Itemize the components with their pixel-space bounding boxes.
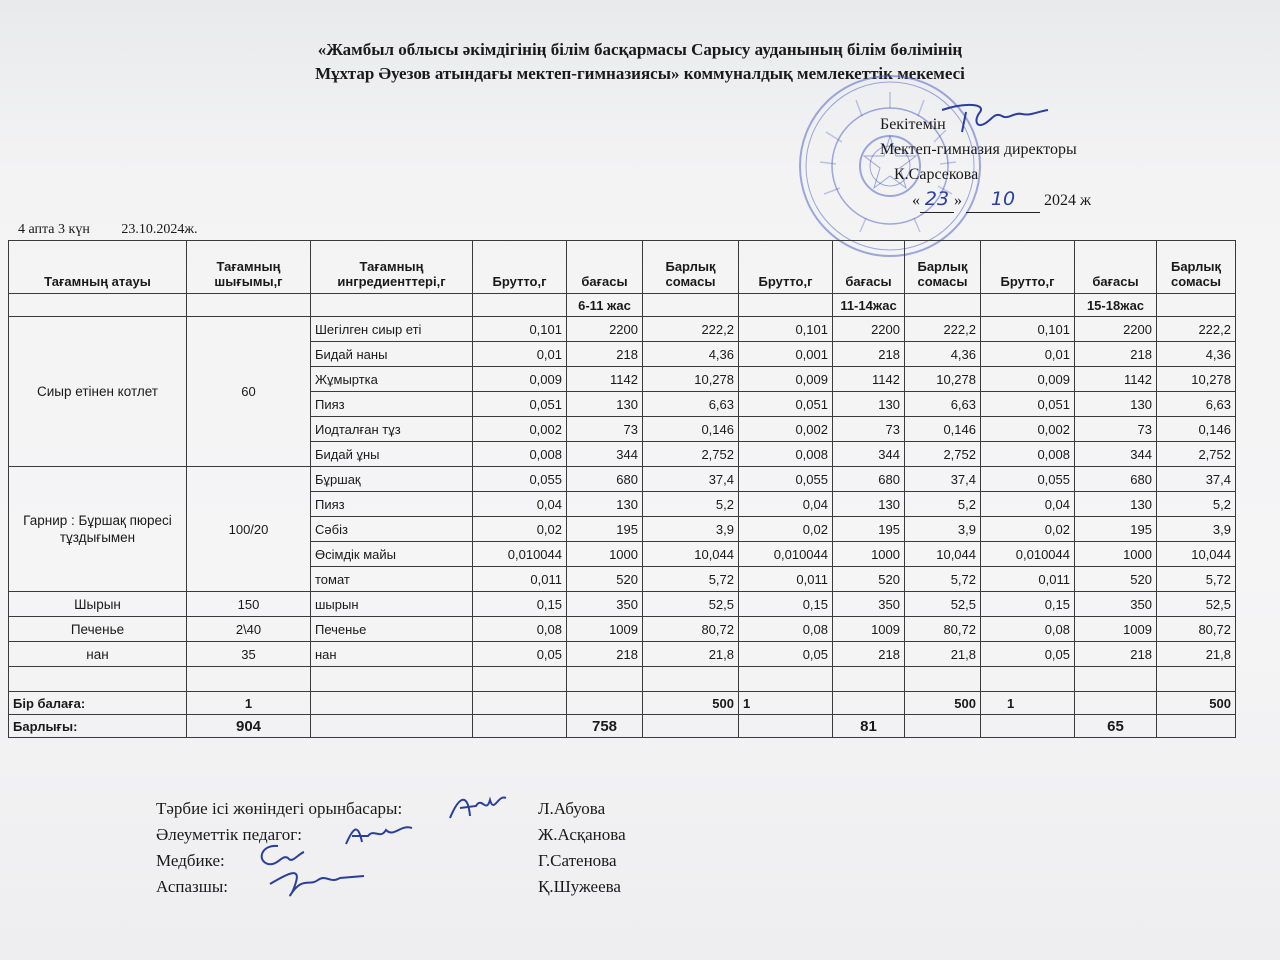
table-row: [9, 642, 1236, 667]
ingredient-name: Бидай ұны: [311, 442, 473, 467]
ingredient-value: 222,2: [905, 317, 981, 342]
ingredient-value: 0,010044: [739, 542, 833, 567]
age-group-row: [9, 294, 1236, 317]
signature-name: Қ.Шужеева: [538, 877, 621, 896]
ingredient-value: 0,008: [473, 442, 567, 467]
per-child-brutto-15-18: 1: [981, 692, 1075, 715]
ingredient-value: 130: [833, 392, 905, 417]
title-line-1: «Жамбыл облысы әкімдігінің білім басқармасы Сарысу ауданының білім бөлімінің: [317, 40, 963, 59]
signature-role: Тәрбие ісі жөніндегі орынбасары:: [156, 799, 403, 818]
col-price-3: бағасы: [1075, 241, 1157, 294]
ingredient-name: Бұршақ: [311, 467, 473, 492]
ingredient-name: нан: [311, 642, 473, 667]
ingredient-value: 6,63: [1157, 392, 1236, 417]
ingredient-value: 0,101: [981, 317, 1075, 342]
ingredient-value: 0,055: [473, 467, 567, 492]
ingredient-value: 1000: [833, 542, 905, 567]
ingredient-value: 0,08: [981, 617, 1075, 642]
total-sum-11-14: 81: [833, 715, 905, 738]
ingredient-value: 0,002: [981, 417, 1075, 442]
ingredient-value: 52,5: [1157, 592, 1236, 617]
ingredient-value: 10,044: [905, 542, 981, 567]
day-info: [18, 222, 226, 238]
ingredient-value: 0,051: [739, 392, 833, 417]
ingredient-value: 52,5: [643, 592, 739, 617]
ingredient-value: 218: [1075, 642, 1157, 667]
signature-row: [156, 874, 621, 900]
ingredient-value: 1000: [1075, 542, 1157, 567]
ingredient-value: 0,15: [473, 592, 567, 617]
ingredient-name: Шегілген сиыр еті: [311, 317, 473, 342]
ingredient-value: 10,044: [1157, 542, 1236, 567]
ingredient-value: 0,051: [473, 392, 567, 417]
week-day: 4 апта 3 күн: [18, 222, 90, 237]
col-brutto-3: Брутто,г: [981, 241, 1075, 294]
col-ingredients: Тағамның ингредиенттері,г: [311, 241, 473, 294]
ingredient-value: 0,04: [981, 492, 1075, 517]
ingredient-value: 21,8: [905, 642, 981, 667]
document-title: [0, 38, 1280, 86]
ingredient-value: 0,04: [739, 492, 833, 517]
col-dish-name: Тағамның атауы: [9, 241, 187, 294]
per-child-sum-11-14: 500: [905, 692, 981, 715]
ingredient-value: 5,2: [643, 492, 739, 517]
col-price-2: бағасы: [833, 241, 905, 294]
total-yield: 904: [187, 715, 311, 738]
col-yield: Тағамның шығымы,г: [187, 241, 311, 294]
per-child-yield: 1: [187, 692, 311, 715]
dish-yield: 60: [187, 317, 311, 467]
ingredient-value: 130: [1075, 492, 1157, 517]
signature-scrawl: [342, 818, 422, 852]
ingredient-value: 344: [567, 442, 643, 467]
ingredient-value: 218: [567, 642, 643, 667]
ingredient-value: 37,4: [1157, 467, 1236, 492]
ingredient-value: 10,278: [905, 367, 981, 392]
col-brutto-2: Брутто,г: [739, 241, 833, 294]
dish-yield: 150: [187, 592, 311, 617]
ingredient-value: 0,02: [473, 517, 567, 542]
ingredient-value: 4,36: [1157, 342, 1236, 367]
ingredient-value: 130: [1075, 392, 1157, 417]
ingredient-value: 0,009: [981, 367, 1075, 392]
date-open-quote: «: [912, 192, 920, 209]
ingredient-value: 80,72: [643, 617, 739, 642]
table-row: [9, 617, 1236, 642]
signature-name: Л.Абуова: [538, 799, 606, 818]
ingredient-value: 1009: [833, 617, 905, 642]
ingredient-value: 0,011: [473, 567, 567, 592]
per-child-row: [9, 692, 1236, 715]
age-group-15-18: 15-18жас: [1075, 294, 1157, 317]
ingredient-value: 0,051: [981, 392, 1075, 417]
ingredient-value: 0,008: [739, 442, 833, 467]
ingredient-value: 0,05: [981, 642, 1075, 667]
ingredient-name: Өсімдік майы: [311, 542, 473, 567]
ingredient-value: 80,72: [1157, 617, 1236, 642]
ingredient-value: 10,278: [1157, 367, 1236, 392]
ingredient-value: 0,02: [739, 517, 833, 542]
ingredient-value: 350: [1075, 592, 1157, 617]
ingredient-value: 73: [833, 417, 905, 442]
date-close-quote: »: [954, 192, 962, 209]
total-sum-15-18: 65: [1075, 715, 1157, 738]
signature-scrawl: [446, 790, 516, 824]
ingredient-value: 350: [567, 592, 643, 617]
ingredient-name: томат: [311, 567, 473, 592]
ingredient-value: 3,9: [905, 517, 981, 542]
ingredient-value: 52,5: [905, 592, 981, 617]
ingredient-value: 130: [833, 492, 905, 517]
ingredient-value: 0,01: [981, 342, 1075, 367]
age-group-11-14: 11-14жас: [833, 294, 905, 317]
ingredient-value: 6,63: [643, 392, 739, 417]
ingredient-name: Пияз: [311, 392, 473, 417]
ingredient-value: 37,4: [643, 467, 739, 492]
dish-name: Сиыр етінен котлет: [9, 317, 187, 467]
ingredient-value: 0,01: [473, 342, 567, 367]
dish-yield: 2\40: [187, 617, 311, 642]
approval-label: Бекітемін: [880, 116, 946, 133]
table-row: [9, 467, 1236, 492]
ingredient-value: 10,044: [643, 542, 739, 567]
dish-yield: 100/20: [187, 467, 311, 592]
ingredient-value: 0,009: [473, 367, 567, 392]
ingredient-value: 2,752: [643, 442, 739, 467]
ingredient-value: 0,08: [473, 617, 567, 642]
ingredient-value: 73: [1075, 417, 1157, 442]
ingredient-value: 130: [567, 492, 643, 517]
ingredient-value: 0,055: [981, 467, 1075, 492]
ingredient-value: 0,05: [739, 642, 833, 667]
per-child-label: Бір балаға:: [9, 692, 187, 715]
dish-name: Шырын: [9, 592, 187, 617]
ingredient-name: Жұмыртка: [311, 367, 473, 392]
col-sum-1: Барлық сомасы: [643, 241, 739, 294]
table-row: [9, 592, 1236, 617]
per-child-sum-6-11: 500: [643, 692, 739, 715]
ingredient-value: 2200: [1075, 317, 1157, 342]
approval-day: 23: [920, 187, 954, 213]
ingredient-value: 520: [833, 567, 905, 592]
director-position: Мектеп-гимназия директоры: [880, 141, 1077, 158]
ingredient-value: 0,08: [739, 617, 833, 642]
table-row: [9, 317, 1236, 342]
ingredient-value: 0,146: [643, 417, 739, 442]
ingredient-value: 5,2: [905, 492, 981, 517]
ingredient-value: 1009: [1075, 617, 1157, 642]
ingredient-value: 680: [1075, 467, 1157, 492]
ingredient-name: Бидай наны: [311, 342, 473, 367]
col-brutto-1: Брутто,г: [473, 241, 567, 294]
header-row: [9, 241, 1236, 294]
ingredient-value: 130: [567, 392, 643, 417]
ingredient-value: 73: [567, 417, 643, 442]
ingredient-value: 80,72: [905, 617, 981, 642]
signature-name: Ж.Асқанова: [538, 825, 626, 844]
ingredient-name: Печенье: [311, 617, 473, 642]
ingredient-value: 222,2: [643, 317, 739, 342]
ingredient-value: 0,010044: [981, 542, 1075, 567]
ingredient-value: 4,36: [905, 342, 981, 367]
ingredient-value: 344: [1075, 442, 1157, 467]
ingredient-value: 3,9: [1157, 517, 1236, 542]
dish-name: Печенье: [9, 617, 187, 642]
ingredient-value: 2200: [833, 317, 905, 342]
approval-year: 2024 ж: [1044, 192, 1092, 209]
ingredient-value: 218: [567, 342, 643, 367]
ingredient-value: 3,9: [643, 517, 739, 542]
col-sum-3: Барлық сомасы: [1157, 241, 1236, 294]
ingredient-value: 344: [833, 442, 905, 467]
ingredient-value: 5,72: [1157, 567, 1236, 592]
ingredient-name: шырын: [311, 592, 473, 617]
ingredient-value: 2200: [567, 317, 643, 342]
ingredient-value: 0,002: [473, 417, 567, 442]
dish-yield: 35: [187, 642, 311, 667]
ingredient-name: Иодталған тұз: [311, 417, 473, 442]
ingredient-value: 0,008: [981, 442, 1075, 467]
director-signature: [936, 98, 1056, 138]
ingredient-value: 218: [833, 342, 905, 367]
menu-date: 23.10.2024ж.: [121, 222, 198, 237]
ingredient-value: 0,011: [981, 567, 1075, 592]
ingredient-value: 222,2: [1157, 317, 1236, 342]
ingredient-value: 0,146: [1157, 417, 1236, 442]
approval-month: 10: [966, 187, 1040, 213]
ingredient-value: 1009: [567, 617, 643, 642]
ingredient-value: 1142: [1075, 367, 1157, 392]
ingredient-value: 2,752: [1157, 442, 1236, 467]
signature-role: Медбике:: [156, 851, 225, 870]
ingredient-value: 0,02: [981, 517, 1075, 542]
title-line-2: Мұхтар Әуезов атындағы мектеп-гимназиясы» коммуналдық мемлекеттік мекемесі: [315, 64, 965, 83]
empty-row: [9, 667, 1236, 692]
ingredient-value: 350: [833, 592, 905, 617]
dish-name: Гарнир : Бұршақ пюресі тұздығымен: [9, 467, 187, 592]
ingredient-value: 680: [833, 467, 905, 492]
ingredient-value: 0,15: [739, 592, 833, 617]
ingredient-value: 0,002: [739, 417, 833, 442]
ingredient-value: 1142: [833, 367, 905, 392]
ingredient-value: 0,055: [739, 467, 833, 492]
age-group-6-11: 6-11 жас: [567, 294, 643, 317]
signature-scrawl: [260, 862, 370, 902]
ingredient-value: 10,278: [643, 367, 739, 392]
ingredient-value: 195: [1075, 517, 1157, 542]
ingredient-value: 0,146: [905, 417, 981, 442]
ingredient-value: 0,101: [739, 317, 833, 342]
ingredient-value: 2,752: [905, 442, 981, 467]
signature-name: Г.Сатенова: [538, 851, 617, 870]
ingredient-value: 680: [567, 467, 643, 492]
ingredient-value: 520: [1075, 567, 1157, 592]
ingredient-name: Сәбіз: [311, 517, 473, 542]
approval-date: [912, 187, 1091, 213]
per-child-brutto-11-14: 1: [739, 692, 833, 715]
ingredient-value: 0,15: [981, 592, 1075, 617]
ingredient-value: 1000: [567, 542, 643, 567]
ingredient-value: 5,72: [905, 567, 981, 592]
ingredient-value: 0,001: [739, 342, 833, 367]
ingredient-value: 21,8: [643, 642, 739, 667]
signature-role: Әлеуметтік педагог:: [156, 825, 302, 844]
ingredient-value: 0,009: [739, 367, 833, 392]
ingredient-name: Пияз: [311, 492, 473, 517]
ingredient-value: 0,04: [473, 492, 567, 517]
ingredient-value: 0,101: [473, 317, 567, 342]
menu-table: [8, 240, 1236, 738]
signature-role: Аспазшы:: [156, 877, 228, 896]
ingredient-value: 218: [1075, 342, 1157, 367]
ingredient-value: 195: [567, 517, 643, 542]
total-sum-6-11: 758: [567, 715, 643, 738]
total-row: [9, 715, 1236, 738]
ingredient-value: 4,36: [643, 342, 739, 367]
col-price-1: бағасы: [567, 241, 643, 294]
per-child-sum-15-18: 500: [1157, 692, 1236, 715]
ingredient-value: 0,011: [739, 567, 833, 592]
ingredient-value: 5,72: [643, 567, 739, 592]
ingredient-value: 195: [833, 517, 905, 542]
signatures-block: [156, 796, 626, 900]
ingredient-value: 21,8: [1157, 642, 1236, 667]
ingredient-value: 218: [833, 642, 905, 667]
ingredient-value: 1142: [567, 367, 643, 392]
ingredient-value: 6,63: [905, 392, 981, 417]
dish-name: нан: [9, 642, 187, 667]
col-sum-2: Барлық сомасы: [905, 241, 981, 294]
ingredient-value: 5,2: [1157, 492, 1236, 517]
ingredient-value: 0,010044: [473, 542, 567, 567]
ingredient-value: 0,05: [473, 642, 567, 667]
ingredient-value: 37,4: [905, 467, 981, 492]
ingredient-value: 520: [567, 567, 643, 592]
director-name: К.Сарсекова: [894, 166, 979, 183]
total-label: Барлығы:: [9, 715, 187, 738]
